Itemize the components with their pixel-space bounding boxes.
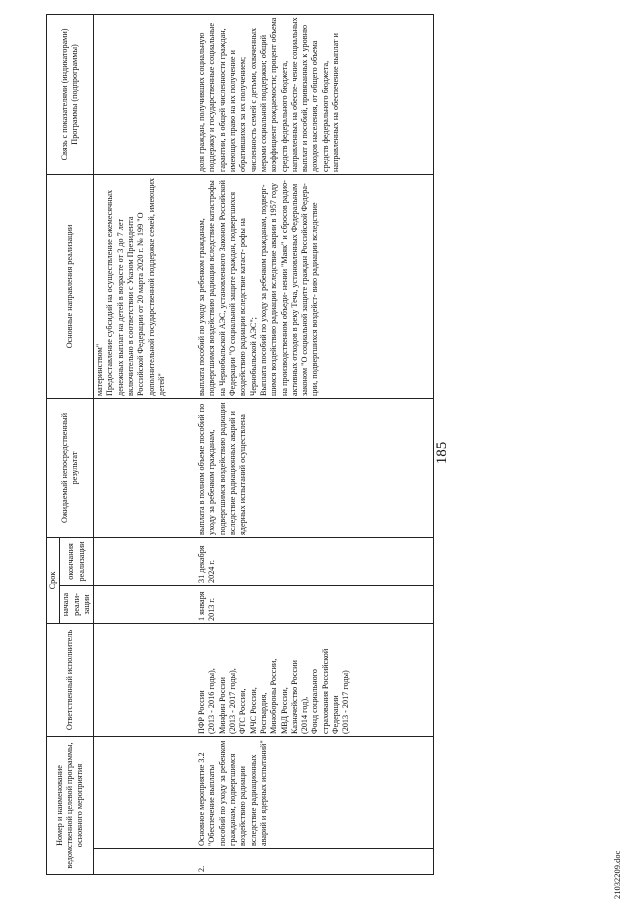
footer-filename: 21032209.doc [612, 850, 622, 899]
row-name: Основное мероприятие 3.2 "Обеспечение выплаты пособий по уходу за ребенком гражданам, подвергшимся воздействию радиации вследствие радиационных аварий и ядерных испытаний" [196, 736, 434, 848]
row-end: 31 декабря 2024 г. [196, 537, 434, 585]
row-responsible: ПФР России (2013 - 2016 годы), Минфин России (2013 - 2017 годы), ФТС России, МЧС России, Росгвардия, Минобороны России, МВД России, Казначейство России (2014 год), Фонд социального страхования Российской Федерации (2013 - 2017 годы) [196, 623, 434, 736]
header-responsible: Ответственный исполнитель [47, 623, 94, 736]
header-number-name: Номер и наименование ведомственной целевой программы, основного мероприятия [47, 736, 94, 874]
continuation-directions: материнством" Предоставление субсидий на осуществление ежемесячных денежных выплат на детей в возрасте от 3 до 7 лет включительно в соответствии с Указом Президента Российской Федерации от 20 марта 2020 г. № 199 "О дополнительной государственной поддержке семей, имеющих детей" [94, 174, 197, 398]
row-directions: выплата пособий по уходу за ребенком гражданам, подвергшимся воздействию радиации вследствие катастрофы на Чернобыльской АЭС, установленного Законом Российской Федерации "О социальной защите граждан, подвергшихся воздействию радиации вследствие катаст- рофы на Чернобыльской АЭС"; Выплата пособий по уходу за ребенком гражданам, подверг- шимся воздействию радиации вследствие аварии в 1957 году на производственном объеди- нении "Маяк" и сбросов радио- активных отходов в реку Теча, установленных Федеральным законом "О социальной защите граждан Российской Федера- ции, подвергшихся воздейст- вию радиации вследствие [196, 174, 434, 398]
row-result: выплата в полном объеме пособий по уходу за ребенком гражданам, подвергшимся воздействию радиации вследствие радиационных аварий и ядерных испытаний осуществлена [196, 398, 434, 537]
header-end: окончания реализации [60, 537, 94, 585]
header-indicators: Связь с показателями (индикаторами) Программы (подпрограммы) [47, 14, 94, 174]
table-row [196, 14, 434, 874]
continuation-row [94, 14, 197, 874]
header-directions: Основные направления реализации [47, 174, 94, 398]
row-indicators: доля граждан, получивших социальную поддержку и государственные социальные гарантии, в общей численности граждан, имеющих право на их получение и обратившихся за их получением; численность семей с детьми, охваченных мерами социальной поддержки; общий коэффициент рождаемости; процент объема средств федерального бюджета, направленных на обеспе- чение социальных выплат и пособий, привязанных к уровню доходов населения, от общего объема средств федерального бюджета, направленных на обеспечение выплат и [196, 14, 434, 174]
header-row [47, 14, 60, 874]
row-start: 1 января 2013 г. [196, 585, 434, 623]
header-result: Ожидаемый непосредственный результат [47, 398, 94, 537]
header-term: Срок [47, 537, 60, 623]
page-number: 185 [434, 441, 450, 465]
header-start: начала реали- зации [60, 585, 94, 623]
row-number: 2. [196, 849, 434, 875]
program-table [46, 14, 434, 875]
